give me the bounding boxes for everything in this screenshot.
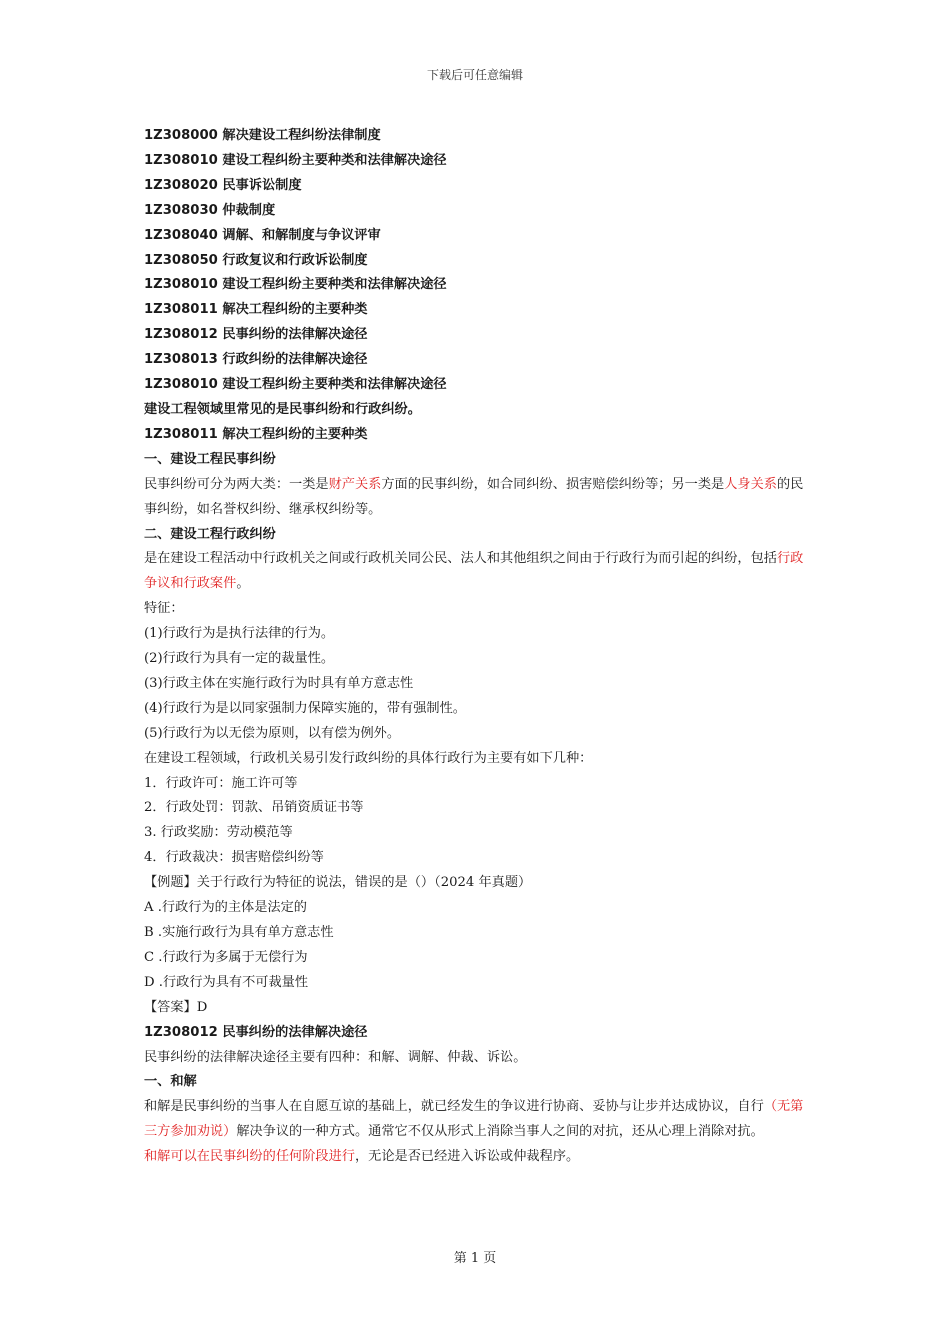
admin-act-item: 4．行政裁决：损害赔偿纠纷等 — [144, 850, 324, 866]
document-body — [144, 124, 809, 1170]
example-option-d: D .行政行为具有不可裁量性 — [144, 974, 309, 990]
page-footer: 第 1 页 — [453, 1251, 497, 1266]
settlement-paragraph: 和解是民事纠纷的当事人在自愿互谅的基础上，就已经发生的争议进行协商、妥协与让步并达成协议，自行（无第三方参加劝说）解决争议的一种方式。通常它不仅从形式上消除当事人之间的对抗，还从心理上消除对抗。 — [144, 1099, 804, 1140]
example-question: 【例题】关于行政行为特征的说法，错误的是（）（2024 年真题） — [144, 875, 532, 891]
admin-dispute-paragraph: 是在建设工程活动中行政机关之间或行政机关同公民、法人和其他组织之间由于行政行为而引起的纠纷，包括行政争议和行政案件。 — [144, 551, 804, 592]
heading-1z308011: 1Z308011 解决工程纠纷的主要种类 — [144, 302, 368, 318]
heading-admin-disputes: 二、建设工程行政纠纷 — [144, 526, 276, 542]
feature-item: (4)行政行为是以同家强制力保障实施的，带有强制性。 — [144, 700, 466, 716]
feature-item: (5)行政行为以无偿为原则，以有偿为例外。 — [144, 725, 401, 741]
example-option-c: C .行政行为多属于无偿行为 — [144, 949, 308, 965]
heading-1z308040: 1Z308040 调解、和解制度与争议评审 — [144, 227, 381, 243]
feature-item: (1)行政行为是执行法律的行为。 — [144, 626, 335, 642]
settlement-stage-paragraph: 和解可以在民事纠纷的任何阶段进行，无论是否已经进入诉讼或仲裁程序。 — [144, 1149, 580, 1165]
heading-1z308012-b: 1Z308012 民事纠纷的法律解决途径 — [144, 1024, 368, 1040]
page-header: 下载后可任意编辑 — [426, 68, 523, 82]
heading-1z308011-b: 1Z308011 解决工程纠纷的主要种类 — [144, 426, 368, 442]
features-label: 特征： — [144, 601, 184, 617]
example-answer: 【答案】D — [144, 999, 208, 1015]
heading-civil-disputes: 一、建设工程民事纠纷 — [144, 451, 276, 467]
heading-settlement: 一、和解 — [144, 1074, 197, 1090]
heading-1z308010-b: 1Z308010 建设工程纠纷主要种类和法律解决途径 — [144, 277, 447, 293]
heading-1z308013: 1Z308013 行政纠纷的法律解决途径 — [144, 352, 368, 368]
heading-1z308010-c: 1Z308010 建设工程纠纷主要种类和法律解决途径 — [144, 377, 447, 393]
heading-1z308050: 1Z308050 行政复议和行政诉讼制度 — [144, 252, 368, 268]
example-option-a: A .行政行为的主体是法定的 — [144, 900, 307, 916]
feature-item: (3)行政主体在实施行政行为时具有单方意志性 — [144, 675, 414, 691]
heading-1z308030: 1Z308030 仲裁制度 — [144, 202, 276, 218]
admin-act-item: 3. 行政奖励：劳动模范等 — [144, 825, 293, 841]
resolution-intro: 民事纠纷的法律解决途径主要有四种：和解、调解、仲裁、诉讼。 — [144, 1049, 527, 1065]
admin-act-item: 1．行政许可：施工许可等 — [144, 775, 298, 791]
heading-1z308000: 1Z308000 解决建设工程纠纷法律制度 — [144, 128, 381, 143]
admin-act-item: 2．行政处罚：罚款、吊销资质证书等 — [144, 800, 364, 816]
intro-statement: 建设工程领域里常见的是民事纠纷和行政纠纷。 — [144, 401, 421, 417]
heading-1z308010: 1Z308010 建设工程纠纷主要种类和法律解决途径 — [144, 152, 447, 168]
admin-acts-intro: 在建设工程领域，行政机关易引发行政纠纷的具体行政行为主要有如下几种： — [144, 750, 593, 766]
feature-item: (2)行政行为具有一定的裁量性。 — [144, 651, 335, 667]
heading-1z308020: 1Z308020 民事诉讼制度 — [144, 177, 302, 193]
heading-1z308012: 1Z308012 民事纠纷的法律解决途径 — [144, 327, 368, 343]
civil-dispute-paragraph: 民事纠纷可分为两大类：一类是财产关系方面的民事纠纷，如合同纠纷、损害赔偿纠纷等；另一类是人身关系的民事纠纷，如名誉权纠纷、继承权纠纷等。 — [144, 476, 804, 517]
example-option-b: B .实施行政行为具有单方意志性 — [144, 925, 334, 940]
